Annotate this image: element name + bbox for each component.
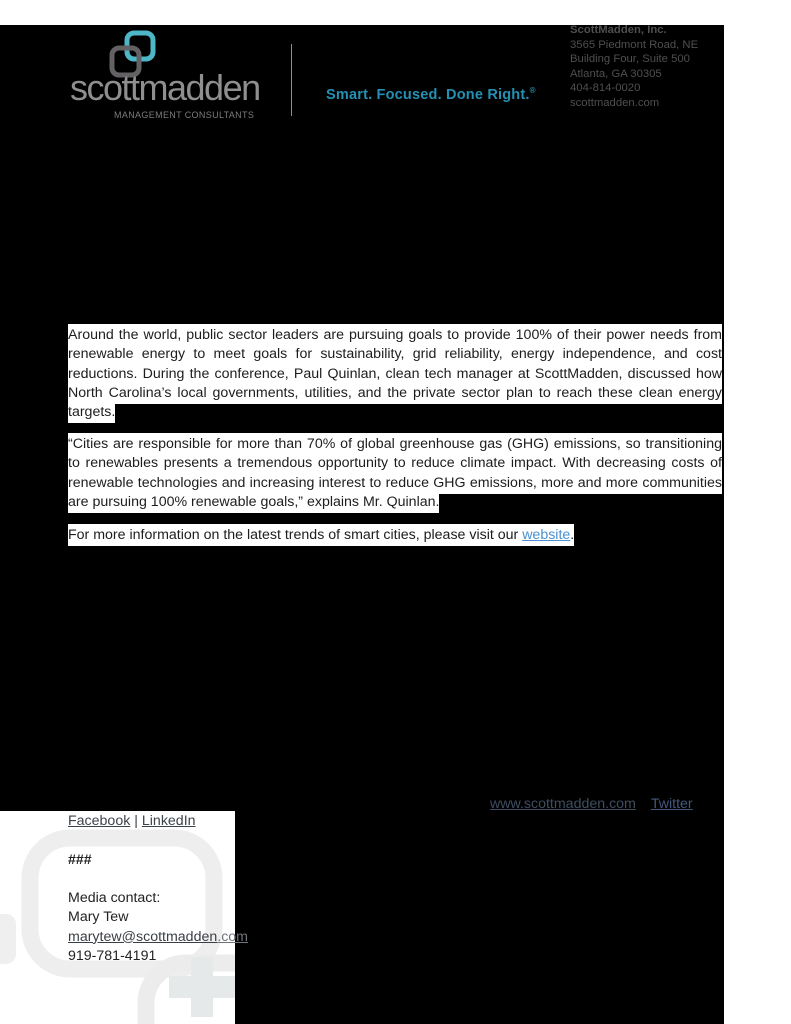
paragraph-quinlan-quote [68, 435, 722, 512]
logo-wordmark: scottmadden [70, 67, 260, 108]
registered-mark: ® [529, 86, 536, 95]
contact-company: ScottMadden, Inc. [570, 24, 667, 36]
press-release-end-mark: ### [68, 851, 92, 868]
contact-phone: 404-814-0020 [570, 82, 641, 94]
social-separator: | [130, 813, 142, 829]
contact-website: scottmadden.com [570, 96, 660, 109]
contact-address-line2: Building Four, Suite 500 [570, 53, 690, 65]
contact-address-line1: 3565 Piedmont Road, NE [570, 38, 699, 51]
media-contact-phone: 919-781-4191 [68, 948, 157, 965]
website-link[interactable]: website [522, 527, 571, 543]
scottmadden-site-link[interactable]: www.scottmadden.com [490, 796, 636, 812]
media-contact-email-link[interactable]: marytew@scottmadden [68, 928, 218, 945]
blank-line [68, 831, 248, 850]
paragraph-more-info [68, 526, 722, 545]
media-contact-name: Mary Tew [68, 909, 129, 926]
paragraph-text: For more information on the latest trends of smart cities, please visit our [68, 527, 523, 543]
media-contact-email-row [68, 928, 248, 947]
blank-line [68, 870, 248, 889]
header-divider [291, 44, 292, 116]
linkedin-link[interactable]: LinkedIn [141, 813, 196, 829]
twitter-link[interactable]: Twitter [650, 796, 693, 812]
paragraph-renewable-goals [68, 326, 722, 422]
media-contact-email-suffix: .com [217, 928, 248, 945]
paragraph-text: “Cities are responsible for more than 70% of global greenhouse gas (GHG) emissions, so transitioning to renewables presents a tremendous opportunity to reduce climate impact. With decreasing costs of renewable technologies and increasing interest to reduce GHG emissions, more and more communities are pursuing 100% renewable goals,” explains Mr. Quinlan. [68, 433, 722, 513]
media-contact-label: Media contact: [68, 890, 161, 907]
letterhead-contact-block [570, 23, 698, 110]
facebook-link[interactable]: Facebook [68, 813, 131, 829]
footer-text-block [68, 812, 248, 966]
tagline-text: Smart. Focused. Done Right. [326, 86, 530, 103]
paragraph-text: Around the world, public sector leaders are pursuing goals to provide 100% of their power needs from renewable energy to meet goals for sustainability, grid reliability, energy independence, and cost reductions. During the conference, Paul Quinlan, clean tech manager at ScottMadden, discussed how North Carolina’s local governments, utilities, and the private sector plan to reach these clean energy targets. [68, 324, 722, 423]
social-links-row [68, 812, 248, 831]
company-tagline [326, 86, 536, 103]
web-links-row [490, 795, 693, 814]
paragraph-text: . [570, 527, 575, 543]
contact-address-line3: Atlanta, GA 30305 [570, 67, 662, 80]
logo-subtitle: MANAGEMENT CONSULTANTS [114, 110, 255, 120]
